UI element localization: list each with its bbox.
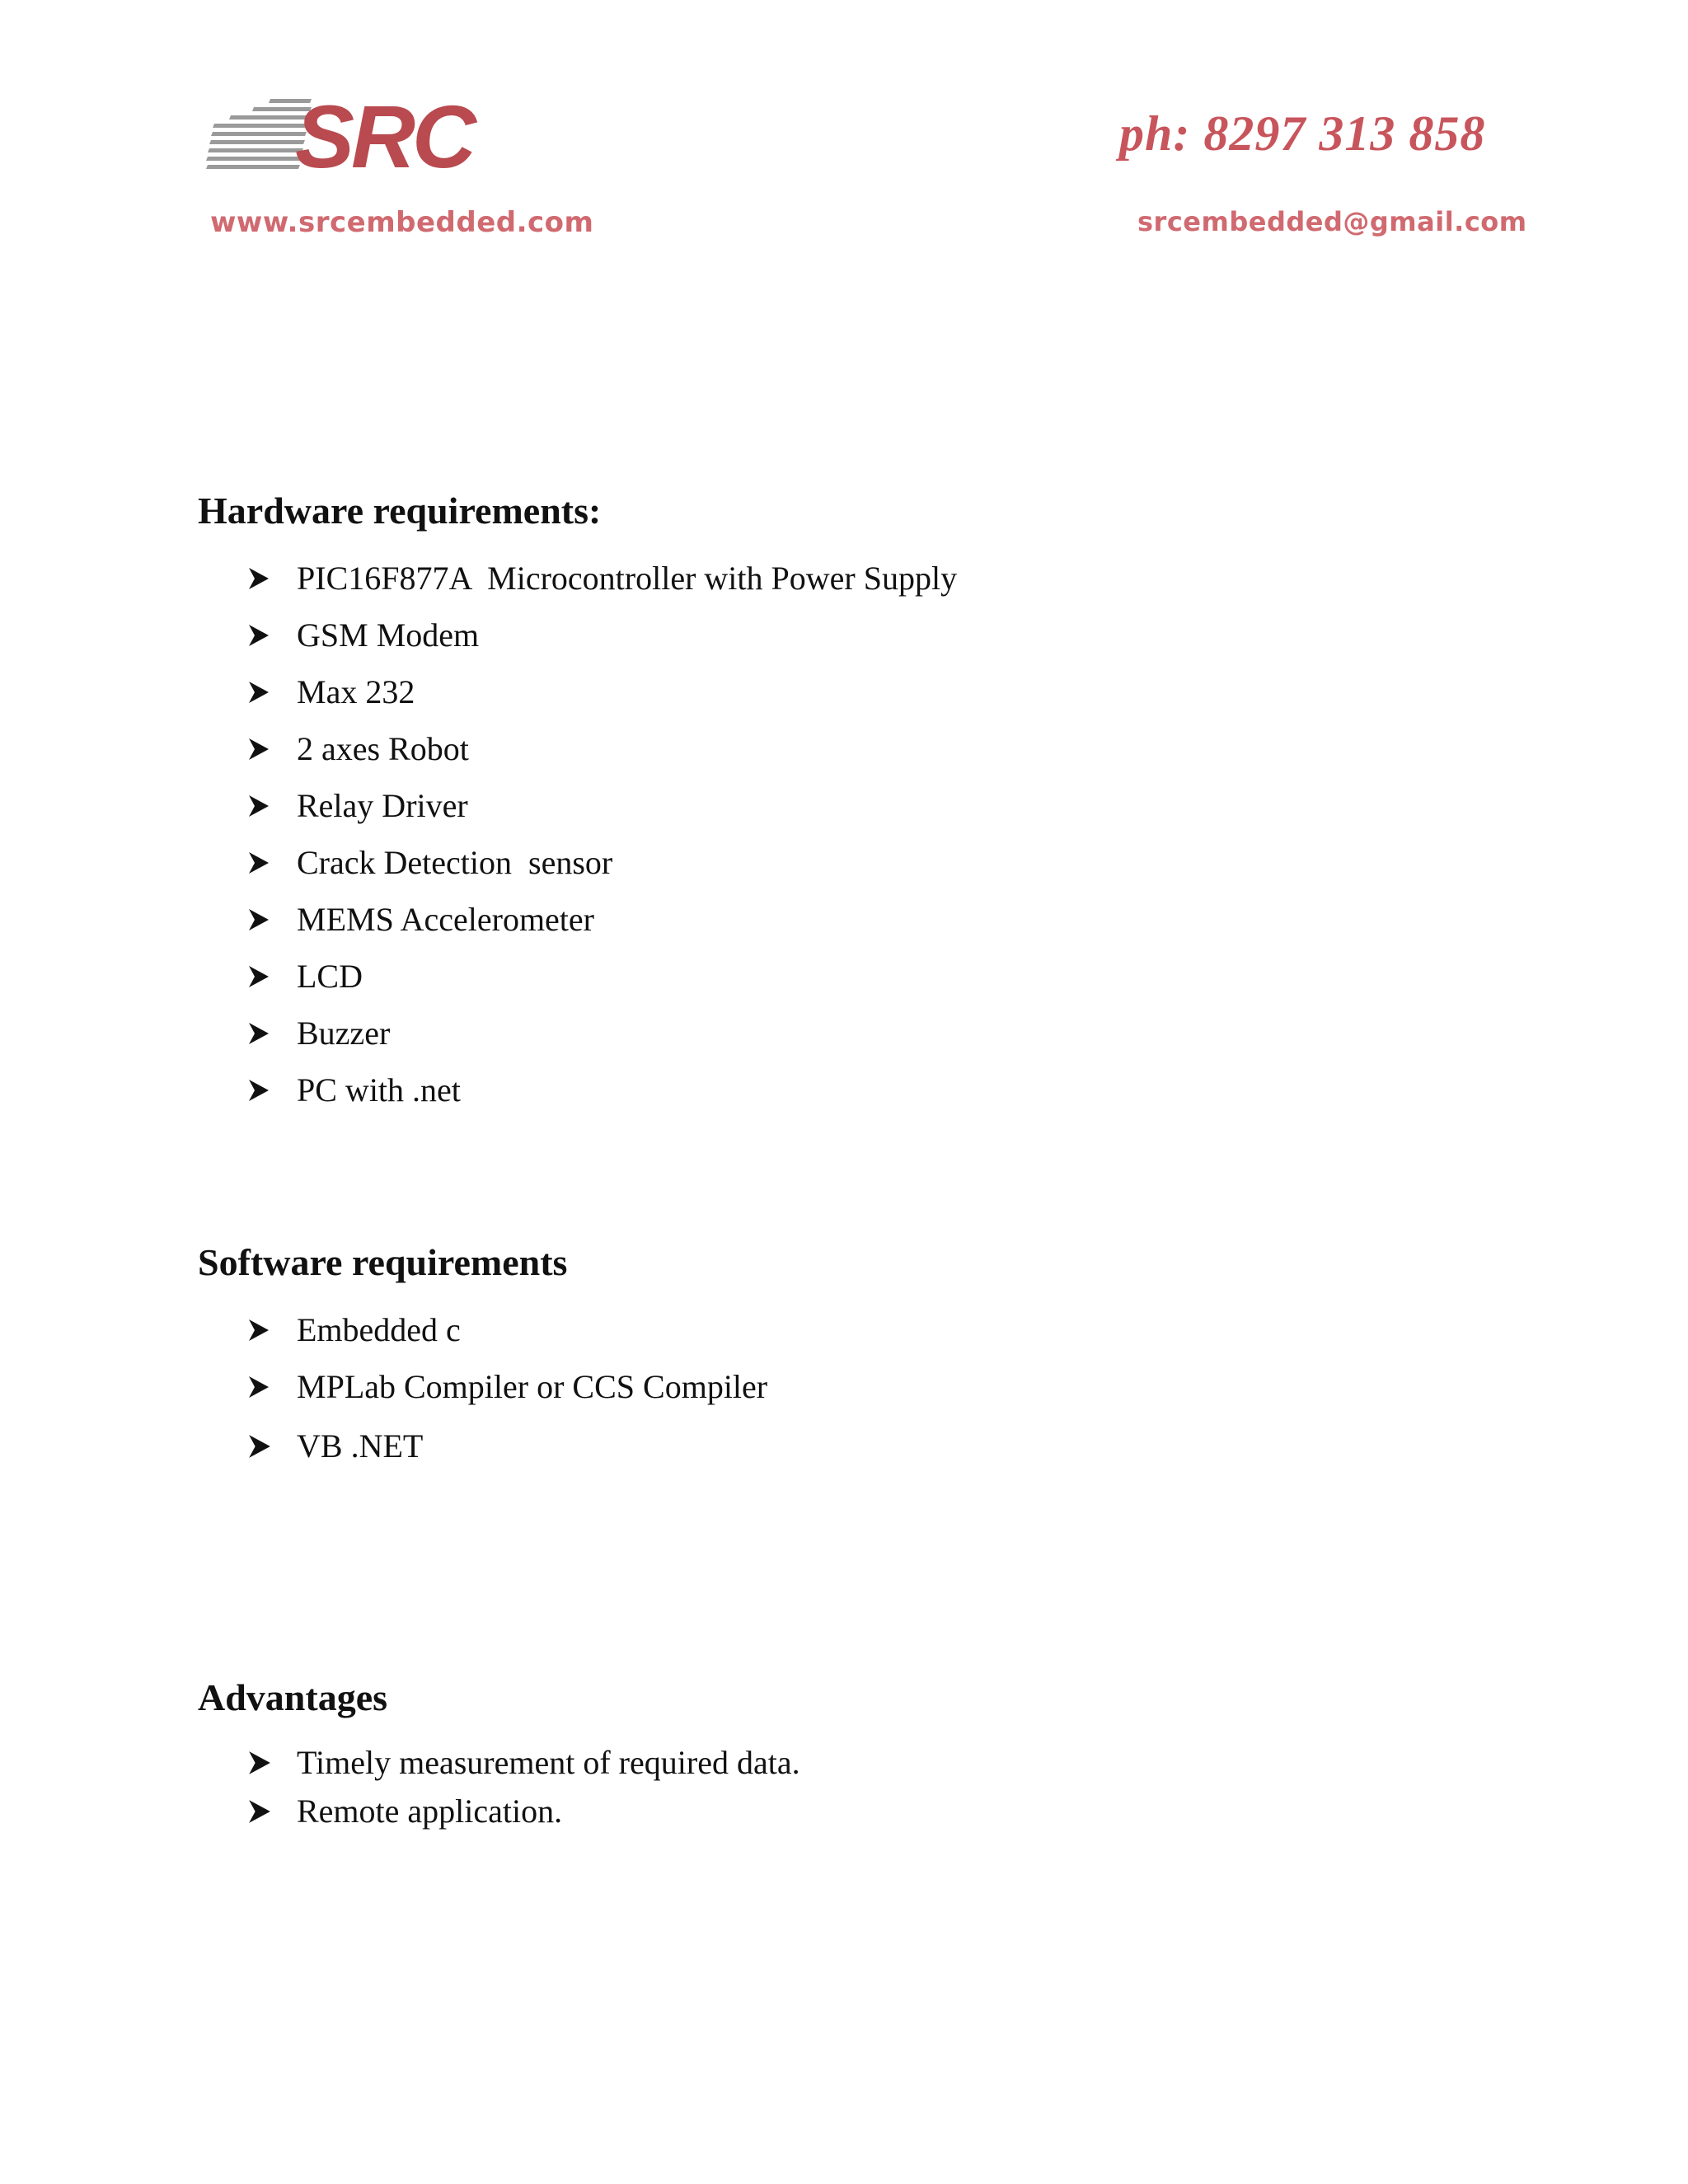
hardware-requirements-section [198, 488, 1517, 1118]
list-item-text: Buzzer [297, 1015, 391, 1052]
arrow-bullet-icon [247, 550, 272, 607]
arrow-bullet-icon [247, 891, 272, 948]
list-item-text: GSM Modem [297, 616, 480, 654]
arrow-bullet-icon [247, 834, 272, 891]
list-item-text: VB .NET [297, 1427, 424, 1465]
arrow-bullet-icon [247, 1301, 272, 1358]
software-requirements-heading: Software requirements [198, 1241, 568, 1283]
list-item-text: Crack Detection sensor [297, 844, 613, 882]
email-link[interactable]: srcembedded@gmail.com [1137, 206, 1527, 237]
list-item [198, 1738, 1517, 1787]
document-header [0, 0, 1688, 264]
logo-wordmark: SRC [295, 87, 474, 186]
arrow-bullet-icon [247, 1787, 272, 1835]
list-item-text: PC with .net [297, 1071, 461, 1109]
arrow-bullet-icon [247, 607, 272, 663]
list-item-text: Embedded c [297, 1311, 461, 1349]
list-item [198, 720, 1517, 777]
list-item-text: 2 axes Robot [297, 730, 469, 768]
advantages-section [198, 1675, 1517, 1835]
website-link[interactable]: www.srcembedded.com [210, 206, 594, 239]
list-item-text: PIC16F877A Microcontroller with Power Supply [297, 560, 958, 598]
list-item-text: MEMS Accelerometer [297, 901, 594, 939]
advantages-heading: Advantages [198, 1676, 388, 1718]
software-list [198, 1301, 1517, 1474]
list-item [198, 1005, 1517, 1062]
software-requirements-section [198, 1240, 1517, 1474]
hardware-list [198, 550, 1517, 1118]
list-item [198, 948, 1517, 1005]
arrow-bullet-icon [247, 948, 272, 1005]
list-item [198, 1787, 1517, 1835]
list-item [198, 550, 1517, 607]
list-item-text: LCD [297, 958, 363, 996]
hardware-requirements-heading: Hardware requirements: [198, 490, 602, 532]
list-item [198, 607, 1517, 663]
list-item [198, 1301, 1517, 1358]
list-item-text: Relay Driver [297, 787, 468, 825]
arrow-bullet-icon [247, 720, 272, 777]
list-item-text: Remote application. [297, 1793, 563, 1830]
arrow-bullet-icon [247, 1418, 272, 1474]
arrow-bullet-icon [247, 777, 272, 834]
arrow-bullet-icon [247, 1738, 272, 1787]
arrow-bullet-icon [247, 1005, 272, 1062]
list-item [198, 1418, 1517, 1474]
arrow-bullet-icon [247, 1062, 272, 1118]
advantages-list [198, 1738, 1517, 1835]
list-item [198, 777, 1517, 834]
list-item [198, 891, 1517, 948]
arrow-bullet-icon [247, 663, 272, 720]
list-item-text: Max 232 [297, 673, 415, 711]
list-item [198, 1358, 1517, 1415]
list-item [198, 834, 1517, 891]
list-item-text: MPLab Compiler or CCS Compiler [297, 1368, 768, 1406]
arrow-bullet-icon [247, 1358, 272, 1415]
list-item [198, 663, 1517, 720]
phone-number: ph: 8297 313 858 [1119, 106, 1486, 161]
list-item-text: Timely measurement of required data. [297, 1744, 800, 1782]
list-item [198, 1062, 1517, 1118]
src-logo [206, 87, 474, 186]
